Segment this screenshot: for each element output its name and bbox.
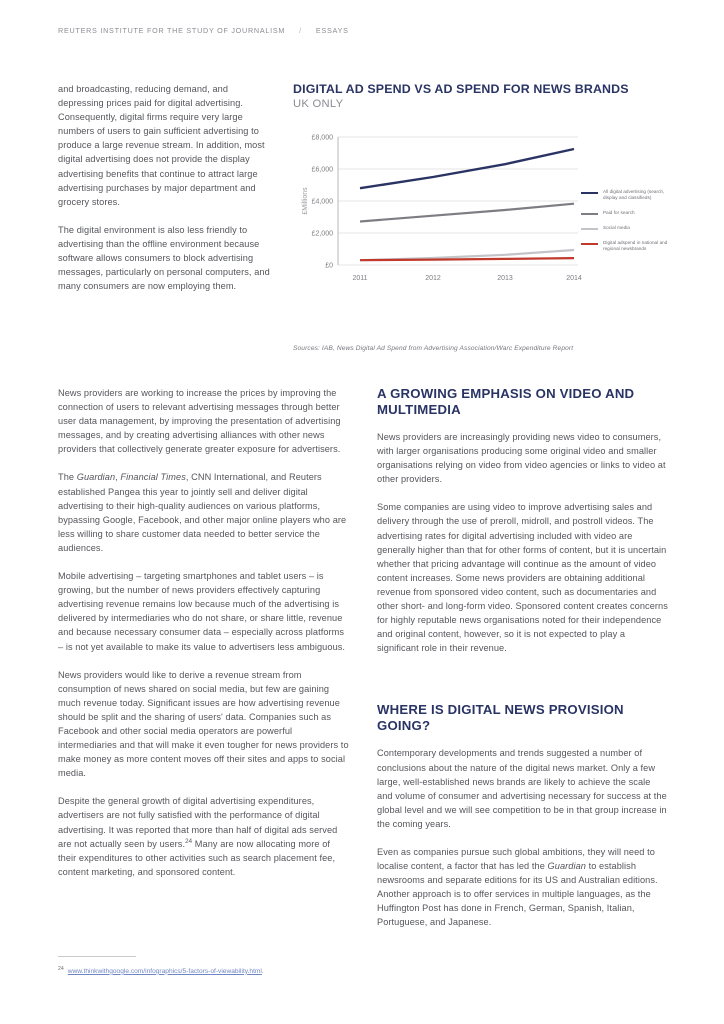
legend-item: [581, 240, 669, 252]
footnote-block: [58, 956, 358, 976]
running-head-institute: REUTERS INSTITUTE FOR THE STUDY OF JOURNALISM: [58, 26, 286, 35]
paragraph: and broadcasting, reducing demand, and depressing prices paid for digital advertising. Consequently, digital firms require very large numbers of users to gain sufficient advertising to produce a large revenue stream. In addition, most digital advertising does not provide the display advertising benefits that continue to attract large advertising purchases by major department and grocery stores.: [58, 84, 265, 207]
paragraph: News providers would like to derive a revenue stream from consumption of news shared on social media, but few are gaining much revenue today. Significant issues are how advertising revenue should be split and the sharing of users' data. Companies such as Facebook and other social media operators are powerful intermediaries and that will make it even tougher for news providers to make money as more content moves off their sites and apps to social media.: [58, 669, 349, 779]
legend-label: Social media: [603, 225, 630, 231]
chart-source-note: Sources: IAB, News Digital Ad Spend from Advertising Association/Warc Expenditure Report: [293, 345, 574, 352]
chart-title: DIGITAL AD SPEND VS AD SPEND FOR NEWS BRANDS: [293, 82, 629, 96]
running-head-separator: /: [299, 26, 302, 35]
legend-item: [581, 225, 669, 231]
chart-legend: [581, 189, 669, 262]
chart-y-axis-title: £Millions: [302, 187, 309, 215]
y-tick-label: £6,000: [311, 166, 333, 174]
paragraph: Some companies are using video to improve advertising sales and delivery through the use of preroll, midroll, and postroll videos. The advertising rates for digital advertising included with video are generally higher than that for other forms of content, but it is uncertain whether that pricing advantage will continue as the amount of video content increases. Some news providers are obtaining additional revenue from sponsored video content, such as documentaries and other short- and long-form video. Sponsored content creates concerns for highly reputable news organisations noted for their independence and original content, however, so it is not expected to play a significant role in their revenue.: [377, 502, 668, 654]
x-tick-label: 2014: [566, 275, 582, 282]
paragraph: Despite the general growth of digital advertising expenditures, advertisers are not fully satisfied with the performance of digital advertising. It was reported that more than half of digital ads served are not actually seen by users.$^{24}$ Many are now allocating more of their expenditures to other activities such as search placement fee, content marketing, and sponsored content.: [58, 796, 338, 877]
chart-figure: [293, 82, 668, 352]
legend-swatch-all-digital: [581, 192, 598, 194]
lower-block: [58, 386, 668, 930]
running-head-section: ESSAYS: [315, 26, 349, 35]
legend-item: [581, 210, 669, 216]
section-heading-video: A GROWING EMPHASIS ON VIDEO AND MULTIMEDIA: [377, 386, 635, 417]
legend-swatch-paid-search: [581, 213, 598, 215]
chart-plot-area: [293, 127, 668, 327]
legend-item: [581, 189, 669, 201]
legend-label: All digital advertising (search, display and classifieds): [603, 189, 665, 201]
paragraph: Even as companies pursue such global ambitions, they will need to localise content, a factor that has led the Guardian to establish newsrooms and separate editions for its US and Australian editions. Another approach is to offer services in multiple languages, as the Huffington Post has done in French, German, Spanish, Italian, Portuguese, and Japanese.: [377, 846, 658, 928]
top-block: [58, 82, 668, 352]
right-column: [377, 386, 668, 930]
footnote-trailing: .: [261, 968, 264, 975]
chart-subtitle: UK ONLY: [293, 98, 344, 110]
legend-swatch-social-media: [581, 228, 598, 230]
y-tick-label: £2,000: [311, 230, 333, 238]
series-line-paid-search: [360, 204, 574, 222]
paragraph: Mobile advertising – targeting smartphones and tablet users – is growing, but the number of news providers effectively capturing advertising revenue remains low because much of the advertising is delivered by intermediaries who do not share, or share little, revenue and because necessary consumer data – especially across platforms – is not yet available to make its value to advertisers less ambiguous.: [58, 571, 346, 652]
y-tick-label: £0: [325, 262, 333, 270]
section-heading-where-going: WHERE IS DIGITAL NEWS PROVISION GOING?: [377, 702, 624, 733]
paragraph: Contemporary developments and trends suggested a number of conclusions about the nature of the digital news market. Only a few large, well-established news brands are likely to achieve the scale and volume of consumer and advertising necessary for success at the global level and we will see competition to be in that group increase in the coming years.: [377, 748, 667, 829]
chart-x-tick-labels: [352, 275, 581, 282]
y-tick-label: £4,000: [311, 198, 333, 206]
paragraph: News providers are working to increase the prices by improving the connection of users to relevant advertising messages through better user data management, by improving the presentation of advertising messages, and by creating advertising alliances with other news providers that collectively generate greater exposure for advertisers.: [58, 388, 341, 455]
footnote-link[interactable]: www.thinkwithgoogle.com/infographics/5-factors-of-viewability.html: [67, 968, 262, 975]
x-tick-label: 2013: [497, 275, 513, 282]
footnote-divider: [58, 956, 136, 957]
x-tick-label: 2011: [352, 275, 368, 282]
y-tick-label: £8,000: [311, 134, 333, 142]
left-column-lower: [58, 386, 349, 879]
paragraph: The digital environment is also less friendly to advertising than the offline environment because software allows consumers to block advertising messages, particularly on personal computers, and many consumers are now employing them.: [58, 224, 270, 292]
left-column-top: [58, 82, 271, 293]
x-tick-label: 2012: [425, 275, 441, 282]
legend-label: Paid for search: [603, 210, 635, 216]
footnote-marker: 24: [185, 837, 193, 845]
legend-label: Digital adspend in national and regional newsbrands: [603, 240, 668, 252]
footnote: [58, 965, 358, 976]
running-head: [58, 26, 666, 35]
paragraph: News providers are increasingly providing news video to consumers, with larger organisations producing some original video and smaller organisations relying on video from video agencies or links to video at other providers.: [377, 432, 666, 485]
legend-swatch-newsbrands: [581, 243, 598, 245]
chart-y-tick-labels: [312, 135, 334, 270]
footnote-number: 24: [58, 965, 64, 972]
paragraph: The Guardian, Financial Times, CNN International, and Reuters established Pangea this year to jointly sell and deliver digital advertising to their high-quality audiences on various platforms, bypassing Google, Facebook, and other major online players who are less willing to share customer data needed to better service the audiences.: [58, 472, 347, 553]
